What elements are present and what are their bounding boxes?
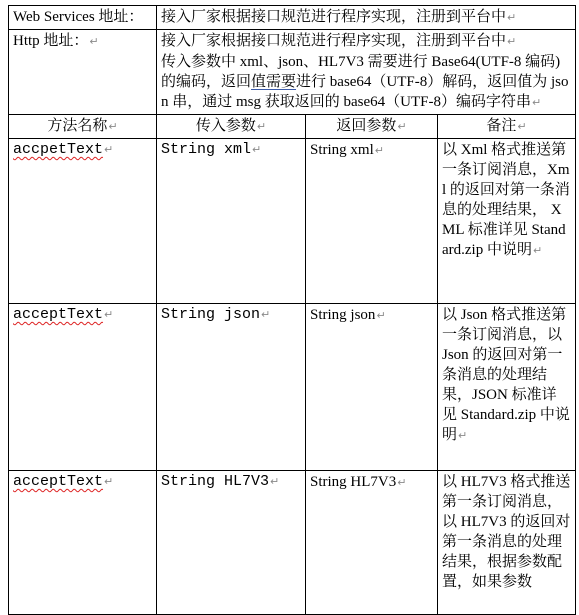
paragraph-mark-icon: ↵	[532, 96, 542, 109]
paragraph-mark-icon: ↵	[397, 120, 407, 133]
web-services-value-cell	[157, 6, 576, 30]
http-row	[9, 30, 576, 115]
method-name: acceptText	[13, 473, 104, 490]
paragraph-mark-icon: ↵	[89, 35, 99, 48]
input-param: String json	[161, 306, 261, 323]
note-text: 以 Xml 格式推送第一条订阅消息，Xml 的返回对第一条消息的处理结果， XML 标准详见 Standard.zip 中说明	[442, 142, 570, 258]
header-note: 备注↵	[438, 115, 576, 139]
note-cell	[438, 139, 576, 304]
output-param-cell	[306, 304, 438, 471]
note-cell	[438, 304, 576, 471]
output-param-cell	[306, 139, 438, 304]
web-services-row	[9, 6, 576, 30]
interface-spec-table	[8, 5, 576, 615]
paragraph-mark-icon: ↵	[517, 120, 527, 133]
paragraph-mark-icon: ↵	[458, 429, 468, 442]
method-name-cell	[9, 139, 157, 304]
header-output: 返回参数↵	[306, 115, 438, 139]
paragraph-mark-icon: ↵	[507, 11, 517, 24]
web-services-label-cell	[9, 6, 157, 30]
header-method: 方法名称↵	[9, 115, 157, 139]
header-input: 传入参数↵	[157, 115, 306, 139]
table-row	[9, 304, 576, 471]
input-param: String xml	[161, 141, 252, 158]
http-value-text-b: 进行 base64（UTF-8）解码，返回值为 json 串，通过 msg 获取返回的 base64（UTF-8）编码字符串	[161, 74, 569, 110]
input-param-cell	[157, 139, 306, 304]
paragraph-mark-icon: ↵	[256, 120, 267, 133]
paragraph-mark-icon: ↵	[108, 120, 118, 133]
note-cell	[438, 471, 576, 615]
web-services-value: 接入厂家根据接口规范进行程序实现，注册到平台中	[161, 9, 507, 25]
paragraph-mark-icon: ↵	[270, 475, 280, 488]
paragraph-mark-icon: ↵	[532, 244, 543, 257]
paragraph-mark-icon: ↵	[104, 308, 114, 321]
table-row	[9, 139, 576, 304]
input-param: String HL7V3	[161, 473, 270, 490]
table-header-row	[9, 115, 576, 139]
http-value-underlined-text: 值需要	[251, 74, 297, 90]
paragraph-mark-icon: ↵	[104, 143, 114, 156]
output-param: String xml	[310, 142, 374, 158]
method-name-cell	[9, 471, 157, 615]
paragraph-mark-icon: ↵	[397, 476, 407, 489]
note-text: 以 HL7V3 格式推送第一条订阅消息，以 HL7V3 的返回对第一条消息的处理结果，根据参数配置，如果参数	[442, 474, 571, 590]
method-name: accpetText	[13, 141, 104, 158]
paragraph-mark-icon: ↵	[252, 143, 262, 156]
method-name-cell	[9, 304, 157, 471]
note-text: 以 Json 格式推送第一条订阅消息，以 Json 的返回对第一条消息的处理结果，JSON 标准详见 Standard.zip 中说明	[442, 307, 570, 443]
table-row	[9, 471, 576, 615]
http-value-cell	[157, 30, 576, 115]
paragraph-mark-icon: ↵	[104, 475, 114, 488]
output-param-cell	[306, 471, 438, 615]
paragraph-mark-icon: ↵	[507, 35, 517, 48]
input-param-cell	[157, 471, 306, 615]
method-name: acceptText	[13, 306, 104, 323]
output-param: String HL7V3	[310, 474, 397, 490]
http-value-line1: 接入厂家根据接口规范进行程序实现，注册到平台中	[161, 33, 507, 49]
paragraph-mark-icon: ↵	[376, 309, 386, 322]
http-label-cell	[9, 30, 157, 115]
web-services-label: Web Services 地址：	[13, 9, 144, 25]
http-value-text-a: 传入参数中 xml、json、HL7V3 需要进行 Base64(UTF-8 编码)的编码，返回	[161, 54, 561, 90]
input-param-cell	[157, 304, 306, 471]
paragraph-mark-icon: ↵	[261, 308, 271, 321]
http-label: Http 地址：	[13, 33, 89, 49]
output-param: String json	[310, 307, 376, 323]
paragraph-mark-icon: ↵	[374, 144, 384, 157]
